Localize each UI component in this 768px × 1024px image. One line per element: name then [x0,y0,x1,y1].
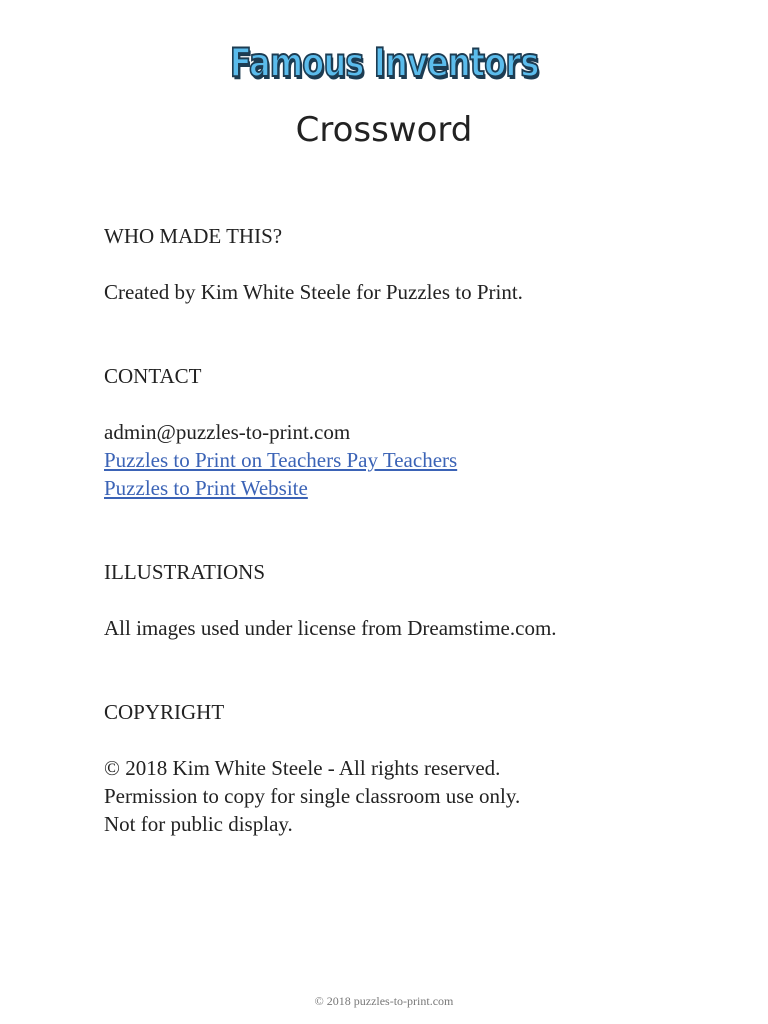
copyright-line-1: © 2018 Kim White Steele - All rights reserved. [104,756,501,780]
document-body [104,222,704,838]
page-title: Famous Inventors [229,41,539,86]
copyright-heading: COPYRIGHT [104,700,225,724]
title-wrap [0,38,768,90]
copyright-line-2: Permission to copy for single classroom use only. [104,784,521,808]
who-made-this-heading: WHO MADE THIS? [104,224,283,248]
tpt-link[interactable]: Puzzles to Print on Teachers Pay Teachers [104,448,458,472]
creator-text: Created by Kim White Steele for Puzzles to Print. [104,280,523,304]
copyright-line-3: Not for public display. [104,812,293,836]
website-link[interactable]: Puzzles to Print Website [104,476,308,500]
contact-email: admin@puzzles-to-print.com [104,420,351,444]
page-footer: © 2018 puzzles-to-print.com [314,994,454,1008]
illustrations-text: All images used under license from Dreamstime.com. [104,616,557,640]
illustrations-heading: ILLUSTRATIONS [104,560,265,584]
contact-heading: CONTACT [104,364,202,388]
page-subtitle: Crossword [295,110,473,150]
